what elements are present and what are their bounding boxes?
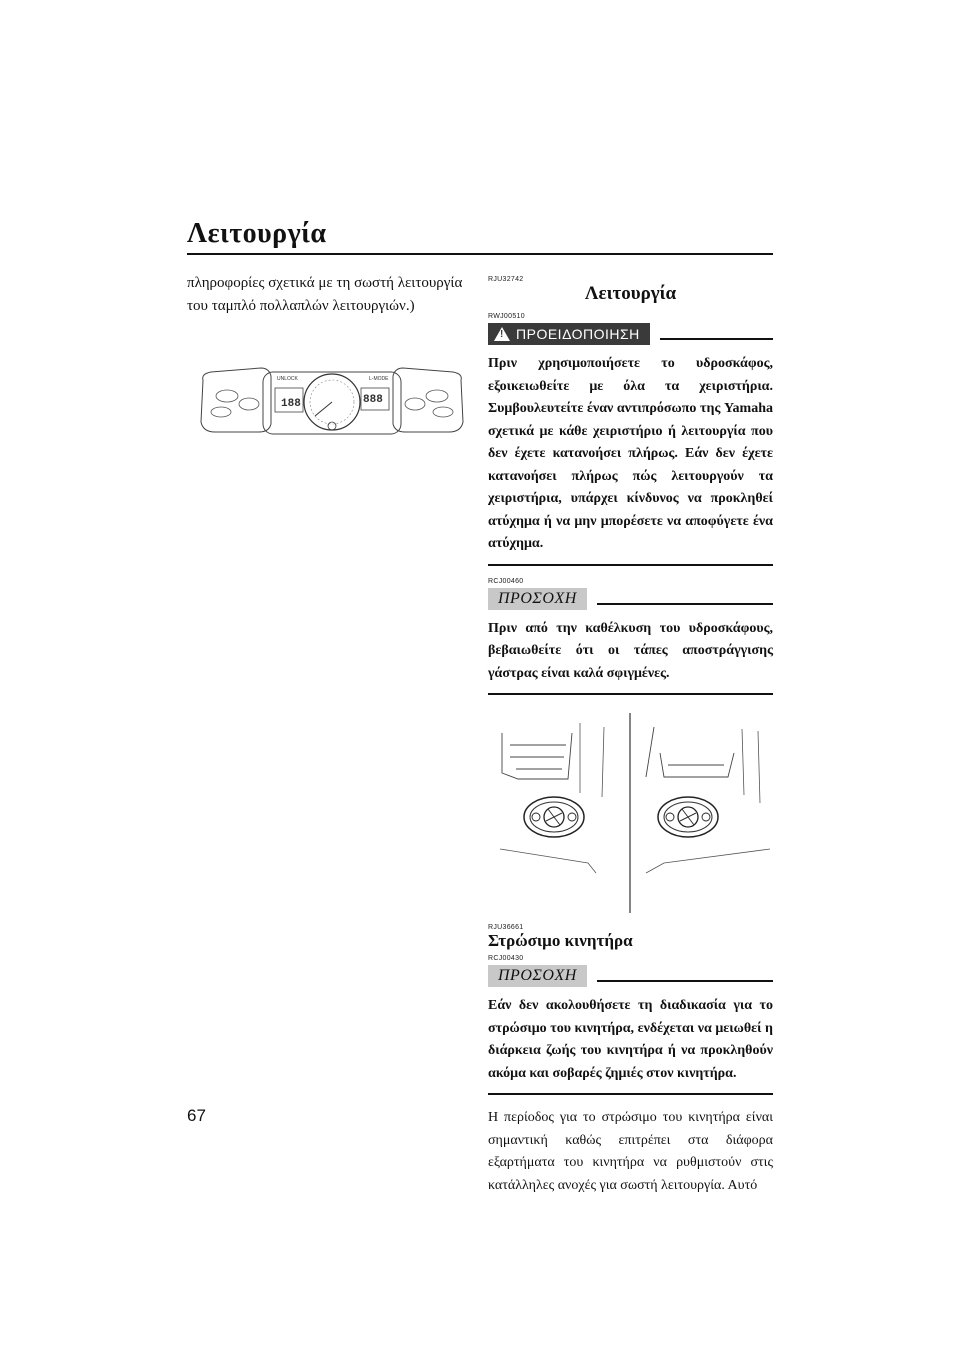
warning-text: Πριν χρησιμοποιήσετε το υδροσκάφος, εξοικειωθείτε με όλα τα χειριστήρια. Συμβουλευτείτε έναν αντιπρόσωπο της Yamaha σχετικά με κάθε χειριστήριο ή λειτουργία που δεν έχετε κατανοήσει πλήρως. Εάν δεν έχετε κατανοήσει πλήρως πώς λειτουργούν τα χειριστήρια, υπάρχει κίνδυνος να προκληθεί ατύχημα ή να μην μπορέσετε να αποφύγετε ένα ατύχημα. bbox=[488, 356, 773, 551]
section-code: RJU32742 bbox=[488, 276, 524, 283]
right-column bbox=[488, 276, 773, 1197]
drain-plug-figure bbox=[488, 713, 773, 913]
right-display: 888 bbox=[363, 394, 383, 406]
caution-label-row bbox=[488, 965, 773, 987]
section-title-operation: Λειτουργία bbox=[584, 283, 677, 304]
warning-label-row bbox=[488, 323, 773, 345]
section-title-break-in: Στρώσιμο κινητήρα bbox=[488, 931, 633, 950]
left-column bbox=[187, 272, 475, 318]
break-in-body-text: Η περίοδος για το στρώσιμο του κινητήρα είναι σημαντική καθώς επιτρέπει στα διάφορα εξαρτήματα του κινητήρα να ρυθμιστούν στις κατάλληλες ανοχές για σωστή λειτουργία. Αυτό bbox=[488, 1110, 773, 1193]
intro-paragraph: πληροφορίες σχετικά με τη σωστή λειτουργία του ταμπλό πολλαπλών λειτουργιών.) bbox=[187, 275, 463, 314]
warning-label-text: ΠΡΟΕΙΔΟΠΟΙΗΣΗ bbox=[516, 326, 640, 342]
caution-text: Εάν δεν ακολουθήσετε τη διαδικασία για το στρώσιμο του κινητήρα, ενδέχεται να μειωθεί η διάρκεια ζωής του κινητήρα ή να προκληθούν ακόμα και σοβαρές ζημιές στον κινητήρα. bbox=[488, 998, 773, 1081]
caution-text: Πριν από την καθέλκυση του υδροσκάφους, βεβαιωθείτε ότι οι τάπες αποστράγγισης γάστρας είναι καλά σφιγμένες. bbox=[488, 620, 773, 681]
dashboard-illustration bbox=[197, 366, 467, 438]
caution-code: RCJ00460 bbox=[488, 577, 524, 585]
page-number: 67 bbox=[187, 1106, 206, 1125]
label-line bbox=[660, 338, 773, 340]
caution-label: ΠΡΟΣΟΧΗ bbox=[488, 588, 587, 610]
left-display: 188 bbox=[281, 398, 301, 410]
caution-end-rule bbox=[488, 1093, 773, 1095]
caution-label: ΠΡΟΣΟΧΗ bbox=[488, 965, 587, 987]
label-line bbox=[597, 980, 773, 982]
header-rule bbox=[187, 253, 773, 255]
page-header-title: Λειτουργία bbox=[187, 218, 327, 249]
lmode-indicator: L-MODE bbox=[369, 376, 389, 382]
caution-code: RCJ00430 bbox=[488, 955, 524, 962]
warning-label bbox=[488, 323, 650, 345]
label-line bbox=[597, 603, 773, 605]
caution-end-rule bbox=[488, 693, 773, 695]
warning-code: RWJ00510 bbox=[488, 313, 525, 320]
caution-label-row bbox=[488, 588, 773, 610]
section-code: RJU36661 bbox=[488, 924, 524, 931]
warning-triangle-icon: ! bbox=[494, 327, 510, 341]
unlock-indicator: UNLOCK bbox=[277, 376, 298, 382]
warning-end-rule bbox=[488, 564, 773, 566]
